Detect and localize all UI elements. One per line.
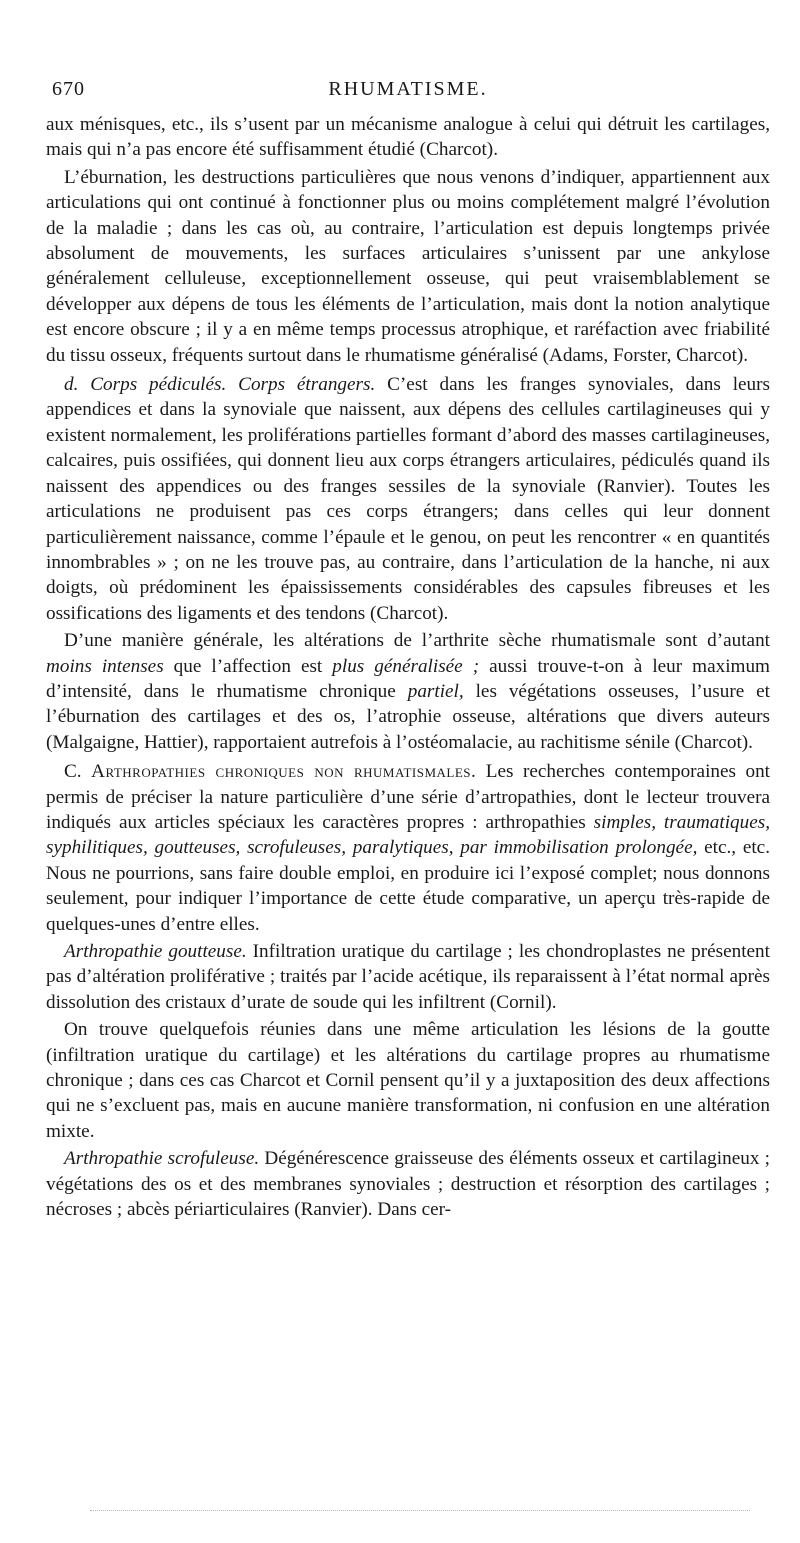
paragraph-text: L’éburnation, les destructions particulières que nous venons d’indiquer, appartiennent aux articulations qui ont continué à fonctionner plus ou moins complétement malgré l’évolution de la maladie ; dans les cas où, au contraire, l’articulation est depuis longtemps privée absolument de mouvements, les surfaces articulaires s’unissent par une ankylose généralement celluleuse, exceptionnellement osseuse, qui peut vraisemblablement se développer aux dépens de tous les éléments de l’articulation, mais dont la notion analytique est encore obscure ; il y a en même temps processus atrophique, et raréfaction avec friabilité du tissu osseux, fréquents surtout dans le rhumatisme généralisé (Adams, Forster, Charcot). [46,166,770,366]
paragraph-text: que l’affection est [163,655,333,677]
running-title: RHUMATISME. [328,78,488,100]
page-number: 670 [52,78,85,100]
paragraph-arthropathies [46,759,770,937]
section-heading: Corps pédiculés. Corps étrangers. [90,374,376,396]
paragraph-goutteuse [46,939,770,1015]
running-head [46,72,770,112]
paragraph-alterations [46,628,770,755]
paragraph-goutte-rhumatisme [46,1017,770,1144]
paragraph-text: Infiltration uratique du cartilage ; les chondroplastes ne présentent pas d’altération proliférative ; traités par l’acide acétique, ils reparaissent à l’état normal après dissolution des cristaux d’urate de soude qui les infiltrent (Cornil). [46,941,770,1013]
paragraph-text: C’est dans les franges synoviales, dans leurs appendices et dans la synoviale que naissent, aux dépens des cellules cartilagineuses qui y existent normalement, les proliférations partielles formant d’abord des masses cartilagineuses, calcaires, puis ossifiées, qui donnent lieu aux corps étrangers articulaires, pédiculés quand ils naissent des appendices ou des franges sessiles de la synoviale (Ranvier). Toutes les articulations ne produisent pas ces corps étrangers; dans celles qui leur donnent particulièrement naissance, comme l’épaule et le genou, on peut les rencontrer « en quantités innombrables » ; on ne les trouve pas, au contraire, dans l’articulation de la hanche, ni aux doigts, où prédominent les épaississements considérables des capsules fibreuses et les ossifications des ligaments et des tendons (Charcot). [46,374,770,624]
paragraph-eburnation [46,165,770,368]
paragraph-text: les végétations osseuses, l’usure et l’éburnation des cartilages et des os, l’atrophie osseuse, altérations que divers auteurs (Malgaigne, Hattier), rapportaient autrefois à l’ostéomalacie, au rachitisme sénile (Charcot). [46,680,770,753]
section-heading: Arthropathies chroniques non rhumatismales. [91,761,477,783]
paragraph-text: D’une manière générale, les altérations de l’arthrite sèche rhumatismale sont d’autant [64,630,770,652]
paragraph-text: Les recherches contemporaines ont permis de préciser la nature particulière d’une série d’artropathies, dont le lecteur trouvera indiqués aux articles spéciaux les caractères propres : arthropathies [46,761,770,833]
paragraph-scrofuleuse [46,1146,770,1222]
subsection-heading: Arthropathie scrofuleuse. [64,1148,260,1170]
paragraph-text: On trouve quelquefois réunies dans une même articulation les lésions de la goutte (infiltration uratique du cartilage) et les altérations du cartilage propres au rhumatisme chronique ; dans ces cas Charcot et Cornil pensent qu’il y a juxtaposition des deux affections qui ne s’excluent pas, mais en aucune manière transformation, ni confusion en une altération mixte. [46,1019,770,1142]
section-letter: d. [64,374,79,396]
paragraph-text: aux ménisques, etc., ils s’usent par un mécanisme analogue à celui qui détruit les cartilages, mais qui n’a pas encore été suffisamment étudié (Charcot). [46,114,770,161]
emphasis-text: plus généralisée ; [332,655,480,677]
emphasis-text: simples, traumatiques, syphilitiques, goutteuses, scrofuleuses, paralytiques, par immobilisation prolongée, [46,811,770,859]
body-text [46,112,770,1222]
emphasis-text: moins intenses [46,655,164,677]
page-bottom-rule [90,1510,750,1513]
emphasis-text: partiel, [407,680,464,702]
paragraph-text: aussi trouve-t-on à leur maximum d’intensité, dans le rhumatisme chronique [46,655,770,702]
paragraph-continuation [46,112,770,163]
subsection-heading: Arthropathie goutteuse. [64,941,247,962]
paragraph-text: etc., etc. Nous ne pourrions, sans faire double emploi, en produire ici l’exposé complet; nous donnons seulement, pour indiquer l’importance de cette étude comparative, un aperçu très-rapide de quelques-unes d’entre elles. [46,837,770,935]
paragraph-corps-pedicules [46,372,770,626]
section-letter: C. [64,761,82,783]
document-page [46,72,770,1224]
paragraph-text: Dégénérescence graisseuse des éléments osseux et cartilagineux ; végétations des os et des membranes synoviales ; destruction et résorption des cartilages ; nécroses ; abcès périarticulaires (Ranvier). Dans cer- [46,1148,770,1221]
